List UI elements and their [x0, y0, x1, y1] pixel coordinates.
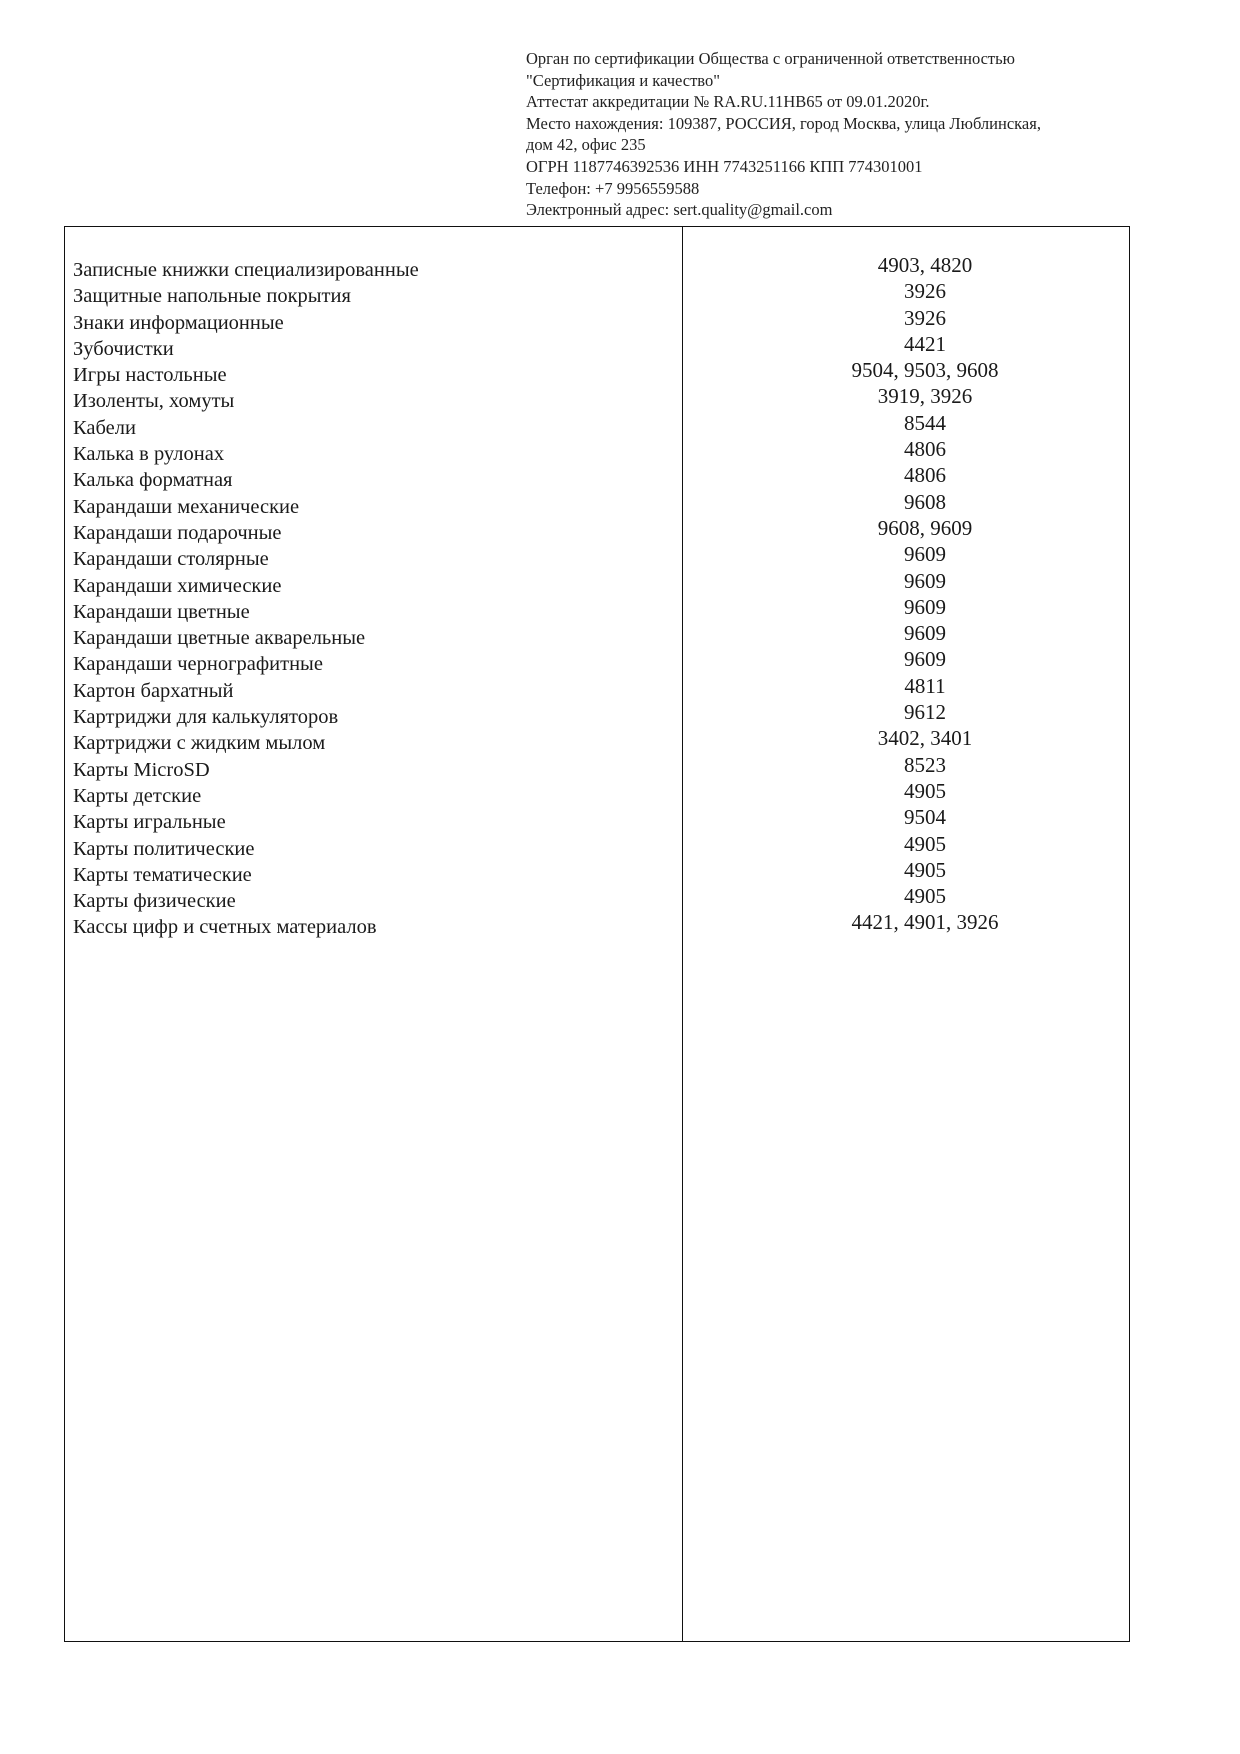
tn-ved-code: 9609 — [904, 542, 946, 567]
product-name: Картриджи с жидким мылом — [73, 732, 326, 755]
tn-ved-code: 4806 — [904, 463, 946, 488]
header-line: Аттестат аккредитации № RA.RU.11НВ65 от 09.01.2020г. — [526, 92, 930, 112]
tn-ved-code: 4903, 4820 — [877, 253, 973, 277]
product-name: Картон бархатный — [73, 679, 234, 702]
product-name: Калька форматная — [73, 469, 233, 492]
tn-ved-code: 8544 — [904, 410, 946, 435]
product-name: Защитные напольные покрытия — [73, 285, 351, 308]
header-line: ОГРН 1187746392536 ИНН 7743251166 КПП 774301001 — [526, 156, 923, 176]
table-row — [65, 438, 1129, 464]
product-name: Карандаши чернографитные — [73, 653, 323, 676]
tn-ved-code: 4905 — [904, 857, 946, 882]
tn-ved-code: 4806 — [904, 437, 946, 462]
product-name: Картриджи для калькуляторов — [73, 706, 339, 729]
tn-ved-code: 3919, 3926 — [877, 384, 973, 409]
table-row — [65, 833, 1129, 859]
table-row — [65, 780, 1129, 806]
tn-ved-code: 9608 — [904, 489, 946, 514]
table-row — [65, 806, 1129, 832]
header-line: Орган по сертификации Общества с ограниченной ответственностью — [526, 49, 1015, 68]
product-name: Зубочистки — [73, 337, 174, 360]
product-name: Карты физические — [73, 890, 236, 913]
tn-ved-code: 9504, 9503, 9608 — [851, 358, 999, 383]
table-row — [65, 675, 1129, 701]
table-row — [65, 885, 1129, 911]
table-row — [65, 333, 1129, 359]
tn-ved-code: 9609 — [904, 621, 946, 646]
tn-ved-code: 3926 — [904, 279, 946, 304]
table-rows — [65, 254, 1129, 938]
table-row — [65, 859, 1129, 885]
tn-ved-code: 4905 — [904, 884, 946, 909]
product-name: Карандаши цветные — [73, 600, 250, 623]
tn-ved-code: 9609 — [904, 568, 946, 593]
product-name: Карандаши столярные — [73, 548, 269, 571]
certification-body-header — [526, 48, 1226, 221]
tn-ved-code: 4905 — [904, 831, 946, 856]
product-name: Кассы цифр и счетных материалов — [73, 916, 377, 939]
product-name: Изоленты, хомуты — [73, 390, 235, 413]
product-name: Игры настольные — [73, 364, 227, 387]
table-row — [65, 280, 1129, 306]
header-line: Телефон: +7 9956559588 — [526, 178, 700, 198]
tn-ved-code: 9504 — [904, 805, 946, 830]
header-line: Электронный адрес: sert.quality@gmail.com — [526, 200, 833, 220]
product-name: Карты политические — [73, 837, 255, 860]
header-line: Место нахождения: 109387, РОССИЯ, город Москва, улица Люблинская, — [526, 113, 1041, 133]
table-row — [65, 254, 1129, 280]
product-name: Карты игральные — [73, 811, 226, 834]
table-row — [65, 596, 1129, 622]
product-name: Знаки информационные — [73, 311, 284, 334]
tn-ved-code: 9608, 9609 — [877, 515, 973, 540]
tn-ved-code: 4421, 4901, 3926 — [851, 910, 999, 935]
table-row — [65, 412, 1129, 438]
product-name: Записные книжки специализированные — [73, 259, 419, 281]
table-row — [65, 385, 1129, 411]
table-row — [65, 911, 1129, 937]
table-row — [65, 648, 1129, 674]
tn-ved-code: 3402, 3401 — [877, 726, 973, 751]
product-name: Карандаши цветные акварельные — [73, 627, 366, 650]
product-name: Карандаши механические — [73, 495, 300, 518]
tn-ved-code: 9609 — [904, 594, 946, 619]
table-row — [65, 570, 1129, 596]
tn-ved-code: 4905 — [904, 778, 946, 803]
header-line: "Сертификация и качество" — [526, 70, 720, 90]
table-row — [65, 464, 1129, 490]
products-table — [64, 226, 1130, 1642]
product-name: Кабели — [73, 416, 136, 439]
table-row — [65, 517, 1129, 543]
tn-ved-code: 8523 — [904, 752, 946, 777]
product-name: Карты детские — [73, 784, 202, 807]
tn-ved-code: 4811 — [904, 673, 946, 698]
header-line: дом 42, офис 235 — [526, 135, 646, 155]
product-name: Карандаши подарочные — [73, 521, 282, 544]
table-row — [65, 701, 1129, 727]
tn-ved-code: 4421 — [904, 331, 946, 356]
product-name: Карандаши химические — [73, 574, 282, 597]
tn-ved-code: 9609 — [904, 647, 946, 672]
table-row — [65, 622, 1129, 648]
table-row — [65, 543, 1129, 569]
product-name: Карты тематические — [73, 863, 252, 886]
table-row — [65, 307, 1129, 333]
product-name: Карты MicroSD — [73, 758, 210, 781]
table-row — [65, 754, 1129, 780]
table-row — [65, 359, 1129, 385]
product-name: Калька в рулонах — [73, 443, 225, 466]
table-row — [65, 491, 1129, 517]
tn-ved-code: 3926 — [904, 305, 946, 330]
tn-ved-code: 9612 — [904, 700, 946, 725]
table-row — [65, 727, 1129, 753]
